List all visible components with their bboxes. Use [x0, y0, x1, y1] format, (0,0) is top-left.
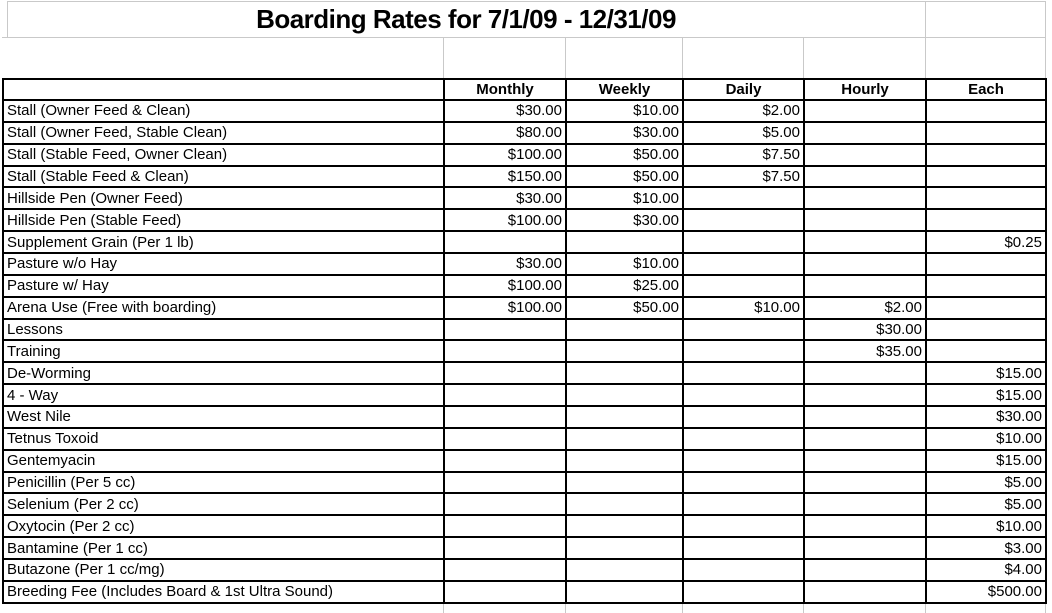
- table-row: [3, 559, 1046, 581]
- each-rate-cell[interactable]: $30.00: [926, 406, 1046, 428]
- daily-rate-cell[interactable]: [683, 472, 804, 494]
- service-label-cell[interactable]: Oxytocin (Per 2 cc): [3, 515, 444, 537]
- gridline: [2, 37, 1046, 38]
- hourly-rate-cell[interactable]: [804, 472, 926, 494]
- monthly-rate-cell[interactable]: [444, 384, 566, 406]
- weekly-rate-cell[interactable]: [566, 406, 683, 428]
- service-label-cell[interactable]: Stall (Owner Feed & Clean): [3, 100, 444, 122]
- each-rate-cell[interactable]: [926, 275, 1046, 297]
- daily-rate-cell[interactable]: $5.00: [683, 122, 804, 144]
- service-label-cell[interactable]: 4 - Way: [3, 384, 444, 406]
- weekly-rate-cell[interactable]: [566, 428, 683, 450]
- hourly-rate-cell[interactable]: $30.00: [804, 319, 926, 341]
- daily-rate-cell[interactable]: [683, 428, 804, 450]
- daily-rate-cell[interactable]: [683, 362, 804, 384]
- service-label-cell[interactable]: Selenium (Per 2 cc): [3, 493, 444, 515]
- service-label-cell[interactable]: Pasture w/ Hay: [3, 275, 444, 297]
- monthly-rate-cell[interactable]: $80.00: [444, 122, 566, 144]
- table-row: [3, 187, 1046, 209]
- weekly-rate-cell[interactable]: [566, 537, 683, 559]
- monthly-rate-cell[interactable]: $30.00: [444, 187, 566, 209]
- hourly-rate-cell[interactable]: [804, 493, 926, 515]
- weekly-rate-cell[interactable]: $10.00: [566, 100, 683, 122]
- hourly-rate-cell[interactable]: [804, 122, 926, 144]
- table-row: [3, 384, 1046, 406]
- weekly-rate-cell[interactable]: [566, 340, 683, 362]
- table-row: [3, 166, 1046, 188]
- daily-rate-cell[interactable]: [683, 340, 804, 362]
- service-label-cell[interactable]: Gentemyacin: [3, 450, 444, 472]
- header-each[interactable]: Each: [926, 79, 1046, 100]
- service-label-cell[interactable]: Bantamine (Per 1 cc): [3, 537, 444, 559]
- monthly-rate-cell[interactable]: [444, 406, 566, 428]
- daily-rate-cell[interactable]: [683, 493, 804, 515]
- table-row: [3, 297, 1046, 319]
- hourly-rate-cell[interactable]: [804, 166, 926, 188]
- hourly-rate-cell[interactable]: [804, 384, 926, 406]
- table-row: [3, 515, 1046, 537]
- each-rate-cell[interactable]: [926, 100, 1046, 122]
- page-title: Boarding Rates for 7/1/09 - 12/31/09: [256, 4, 676, 34]
- title-cell[interactable]: [7, 1, 925, 37]
- daily-rate-cell[interactable]: [683, 406, 804, 428]
- gridline: [1045, 1, 1046, 37]
- header-row: [3, 79, 1046, 100]
- hourly-rate-cell[interactable]: [804, 559, 926, 581]
- monthly-rate-cell[interactable]: [444, 559, 566, 581]
- gridline: [803, 37, 804, 78]
- daily-rate-cell[interactable]: [683, 319, 804, 341]
- each-rate-cell[interactable]: $3.00: [926, 537, 1046, 559]
- weekly-rate-cell[interactable]: [566, 472, 683, 494]
- monthly-rate-cell[interactable]: $100.00: [444, 297, 566, 319]
- daily-rate-cell[interactable]: $7.50: [683, 144, 804, 166]
- service-label-cell[interactable]: Breeding Fee (Includes Board & 1st Ultra Sound): [3, 581, 444, 603]
- monthly-rate-cell[interactable]: [444, 428, 566, 450]
- daily-rate-cell[interactable]: [683, 384, 804, 406]
- each-rate-cell[interactable]: $15.00: [926, 362, 1046, 384]
- each-rate-cell[interactable]: [926, 144, 1046, 166]
- daily-rate-cell[interactable]: [683, 515, 804, 537]
- hourly-rate-cell[interactable]: [804, 515, 926, 537]
- each-rate-cell[interactable]: $5.00: [926, 493, 1046, 515]
- service-label-cell[interactable]: Training: [3, 340, 444, 362]
- service-label-cell[interactable]: Butazone (Per 1 cc/mg): [3, 559, 444, 581]
- gridline: [1045, 37, 1046, 78]
- monthly-rate-cell[interactable]: $100.00: [444, 275, 566, 297]
- weekly-rate-cell[interactable]: $10.00: [566, 253, 683, 275]
- service-label-cell[interactable]: Supplement Grain (Per 1 lb): [3, 231, 444, 253]
- service-label-cell[interactable]: Stall (Stable Feed, Owner Clean): [3, 144, 444, 166]
- service-label-cell[interactable]: Penicillin (Per 5 cc): [3, 472, 444, 494]
- hourly-rate-cell[interactable]: [804, 428, 926, 450]
- header-monthly[interactable]: Monthly: [444, 79, 566, 100]
- daily-rate-cell[interactable]: $10.00: [683, 297, 804, 319]
- service-label-cell[interactable]: West Nile: [3, 406, 444, 428]
- table-row: [3, 319, 1046, 341]
- service-label-cell[interactable]: Hillside Pen (Stable Feed): [3, 209, 444, 231]
- daily-rate-cell[interactable]: $7.50: [683, 166, 804, 188]
- each-rate-cell[interactable]: $4.00: [926, 559, 1046, 581]
- weekly-rate-cell[interactable]: $50.00: [566, 144, 683, 166]
- daily-rate-cell[interactable]: [683, 450, 804, 472]
- weekly-rate-cell[interactable]: $30.00: [566, 122, 683, 144]
- gridline: [803, 604, 804, 613]
- each-rate-cell[interactable]: [926, 297, 1046, 319]
- each-rate-cell[interactable]: $500.00: [926, 581, 1046, 603]
- monthly-rate-cell[interactable]: $30.00: [444, 253, 566, 275]
- header-service[interactable]: [3, 79, 444, 100]
- gridline: [1045, 604, 1046, 613]
- monthly-rate-cell[interactable]: $100.00: [444, 209, 566, 231]
- each-rate-cell[interactable]: $15.00: [926, 450, 1046, 472]
- each-rate-cell[interactable]: $10.00: [926, 515, 1046, 537]
- each-rate-cell[interactable]: $0.25: [926, 231, 1046, 253]
- table-row: [3, 144, 1046, 166]
- table-row: [3, 362, 1046, 384]
- rates-table: [2, 78, 1047, 604]
- gridline: [682, 604, 683, 613]
- monthly-rate-cell[interactable]: [444, 450, 566, 472]
- table-row: [3, 450, 1046, 472]
- weekly-rate-cell[interactable]: $10.00: [566, 187, 683, 209]
- hourly-rate-cell[interactable]: [804, 144, 926, 166]
- monthly-rate-cell[interactable]: [444, 472, 566, 494]
- table-row: [3, 493, 1046, 515]
- monthly-rate-cell[interactable]: $30.00: [444, 100, 566, 122]
- daily-rate-cell[interactable]: [683, 581, 804, 603]
- weekly-rate-cell[interactable]: [566, 559, 683, 581]
- each-rate-cell[interactable]: [926, 253, 1046, 275]
- table-row: [3, 122, 1046, 144]
- hourly-rate-cell[interactable]: [804, 581, 926, 603]
- monthly-rate-cell[interactable]: [444, 537, 566, 559]
- daily-rate-cell[interactable]: [683, 537, 804, 559]
- each-rate-cell[interactable]: $5.00: [926, 472, 1046, 494]
- each-rate-cell[interactable]: $10.00: [926, 428, 1046, 450]
- gridline: [443, 604, 444, 613]
- gridline: [682, 37, 683, 78]
- monthly-rate-cell[interactable]: [444, 362, 566, 384]
- daily-rate-cell[interactable]: [683, 187, 804, 209]
- monthly-rate-cell[interactable]: [444, 515, 566, 537]
- daily-rate-cell[interactable]: [683, 253, 804, 275]
- hourly-rate-cell[interactable]: [804, 100, 926, 122]
- table-row: [3, 537, 1046, 559]
- hourly-rate-cell[interactable]: [804, 450, 926, 472]
- service-label-cell[interactable]: Stall (Owner Feed, Stable Clean): [3, 122, 444, 144]
- weekly-rate-cell[interactable]: [566, 231, 683, 253]
- hourly-rate-cell[interactable]: [804, 362, 926, 384]
- daily-rate-cell[interactable]: [683, 559, 804, 581]
- weekly-rate-cell[interactable]: $25.00: [566, 275, 683, 297]
- service-label-cell[interactable]: Stall (Stable Feed & Clean): [3, 166, 444, 188]
- weekly-rate-cell[interactable]: [566, 493, 683, 515]
- gridline: [565, 604, 566, 613]
- service-label-cell[interactable]: De-Worming: [3, 362, 444, 384]
- service-label-cell[interactable]: Arena Use (Free with boarding): [3, 297, 444, 319]
- rates-body: [3, 100, 1046, 603]
- hourly-rate-cell[interactable]: [804, 209, 926, 231]
- header-hourly[interactable]: Hourly: [804, 79, 926, 100]
- table-row: [3, 231, 1046, 253]
- weekly-rate-cell[interactable]: $50.00: [566, 166, 683, 188]
- table-row: [3, 340, 1046, 362]
- hourly-rate-cell[interactable]: [804, 406, 926, 428]
- gridline: [925, 604, 926, 613]
- hourly-rate-cell[interactable]: [804, 231, 926, 253]
- header-daily[interactable]: Daily: [683, 79, 804, 100]
- monthly-rate-cell[interactable]: [444, 319, 566, 341]
- monthly-rate-cell[interactable]: [444, 340, 566, 362]
- daily-rate-cell[interactable]: [683, 209, 804, 231]
- monthly-rate-cell[interactable]: $150.00: [444, 166, 566, 188]
- table-row: [3, 209, 1046, 231]
- weekly-rate-cell[interactable]: [566, 515, 683, 537]
- hourly-rate-cell[interactable]: $35.00: [804, 340, 926, 362]
- weekly-rate-cell[interactable]: [566, 319, 683, 341]
- monthly-rate-cell[interactable]: [444, 581, 566, 603]
- weekly-rate-cell[interactable]: [566, 450, 683, 472]
- gridline: [925, 1, 926, 37]
- each-rate-cell[interactable]: [926, 319, 1046, 341]
- service-label-cell[interactable]: Hillside Pen (Owner Feed): [3, 187, 444, 209]
- table-row: [3, 581, 1046, 603]
- each-rate-cell[interactable]: [926, 122, 1046, 144]
- table-row: [3, 100, 1046, 122]
- table-row: [3, 253, 1046, 275]
- table-row: [3, 275, 1046, 297]
- gridline: [565, 37, 566, 78]
- each-rate-cell[interactable]: $15.00: [926, 384, 1046, 406]
- each-rate-cell[interactable]: [926, 340, 1046, 362]
- hourly-rate-cell[interactable]: [804, 275, 926, 297]
- each-rate-cell[interactable]: [926, 187, 1046, 209]
- service-label-cell[interactable]: Pasture w/o Hay: [3, 253, 444, 275]
- table-row: [3, 406, 1046, 428]
- each-rate-cell[interactable]: [926, 209, 1046, 231]
- service-label-cell[interactable]: Lessons: [3, 319, 444, 341]
- weekly-rate-cell[interactable]: [566, 362, 683, 384]
- header-weekly[interactable]: Weekly: [566, 79, 683, 100]
- monthly-rate-cell[interactable]: [444, 493, 566, 515]
- gridline: [443, 37, 444, 78]
- hourly-rate-cell[interactable]: [804, 187, 926, 209]
- service-label-cell[interactable]: Tetnus Toxoid: [3, 428, 444, 450]
- table-row: [3, 428, 1046, 450]
- monthly-rate-cell[interactable]: $100.00: [444, 144, 566, 166]
- hourly-rate-cell[interactable]: [804, 537, 926, 559]
- daily-rate-cell[interactable]: [683, 231, 804, 253]
- daily-rate-cell[interactable]: [683, 275, 804, 297]
- weekly-rate-cell[interactable]: [566, 384, 683, 406]
- gridline: [925, 37, 926, 78]
- hourly-rate-cell[interactable]: $2.00: [804, 297, 926, 319]
- monthly-rate-cell[interactable]: [444, 231, 566, 253]
- table-row: [3, 472, 1046, 494]
- each-rate-cell[interactable]: [926, 166, 1046, 188]
- weekly-rate-cell[interactable]: $50.00: [566, 297, 683, 319]
- hourly-rate-cell[interactable]: [804, 253, 926, 275]
- weekly-rate-cell[interactable]: [566, 581, 683, 603]
- weekly-rate-cell[interactable]: $30.00: [566, 209, 683, 231]
- daily-rate-cell[interactable]: $2.00: [683, 100, 804, 122]
